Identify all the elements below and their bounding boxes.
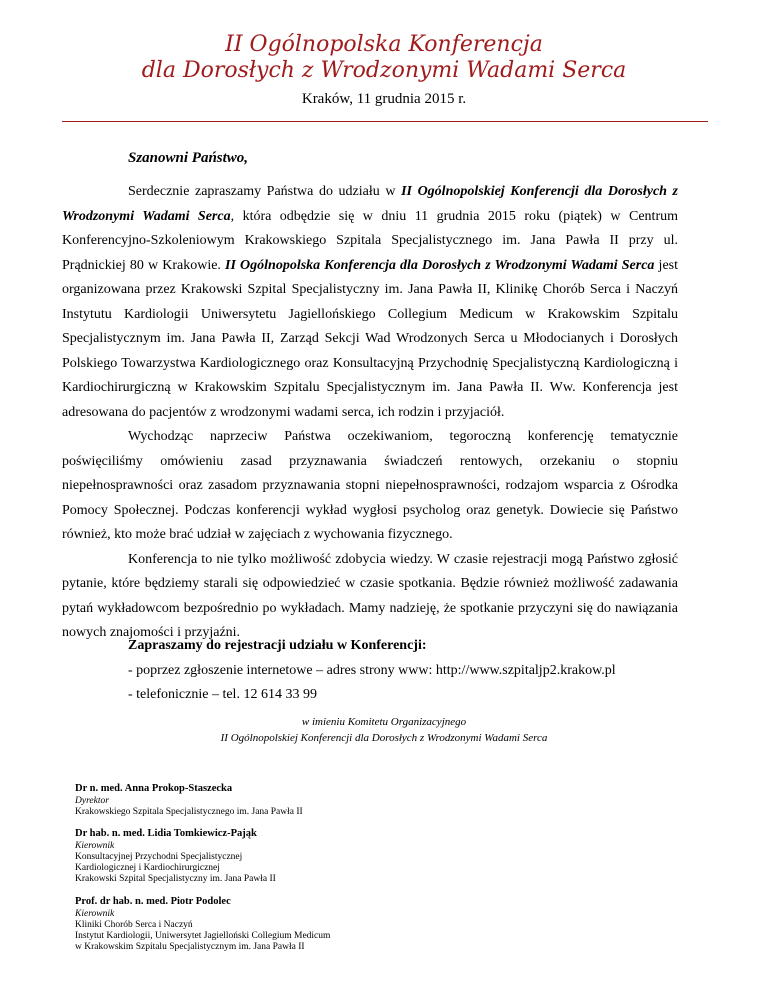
paragraph-invitation	[62, 180, 678, 425]
paragraph-benefits: Konferencja to nie tylko możliwość zdobycia wiedzy. W czasie rejestracji mogą Państwo zgłosić pytanie, które będziemy starali się odpowiedzieć w czasie spotkania. Będzie również możliwość zadawania pytań wykładowcom bezpośrednio po wykładach. Mamy nadzieję, że spotkanie przyczyni się do nawiązania nowych znajomości i przyjaźni.	[62, 551, 678, 640]
p1-text-e: jest organizowana przez Krakowski Szpital Specjalistyczny im. Jana Pawła II, Klinikę Chorób Serca i Naczyń Instytutu Kardiologii Uniwersytetu Jagiellońskiego Collegium Medicum w Krakowskim Szpitalu Specjalistycznym im. Jana Pawła II, Zarząd Sekcji Wad Wrodzonych Serca u Młodocianych i Dorosłych Polskiego Towarzystwa Kardiologicznego oraz Konsultacyjną Przychodnię Specjalistyczną Kardiologiczną i Kardiochirurgiczną w Krakowskim Szpitalu Specjalistycznym im. Jana Pawła II. Ww. Konferencja jest adresowana do pacjentów z wrodzonymi wadami serca, ich rodzin i przyjaciół.	[62, 257, 678, 420]
signatory-affiliation: Krakowskiego Szpitala Specjalistycznego im. Jana Pawła II	[75, 807, 303, 817]
signatory-affiliation: Kardiologicznej i Kardiochirurgicznej	[75, 863, 220, 873]
greeting: Szanowni Państwo,	[128, 150, 249, 166]
signatory	[75, 828, 276, 885]
signatory-affiliation: Instytut Kardiologii, Uniwersytet Jagielloński Collegium Medicum	[75, 931, 331, 941]
p1-text-a: Serdecznie zapraszamy Państwa do udziału w	[128, 184, 402, 199]
signatory-name: Prof. dr hab. n. med. Piotr Podolec	[75, 896, 231, 907]
paragraph-topics: Wychodząc naprzeciw Państwa oczekiwaniom, tegoroczną konferencję tematycznie poświęciliśmy omówieniu zasad przyznawania świadczeń rentowych, orzekaniu o stopniu niepełnosprawności oraz zasadom przyznawania stopni niepełnosprawności, rodzajom wsparcia z Ośrodka Pomocy Społecznej. Podczas konferencji wykład wygłosi psycholog oraz genetyk. Dowiecie się Państwo również, kto może brać udział w zajęciach z wychowania fizycznego.	[62, 429, 678, 542]
p1-conference-name-2: II Ogólnopolska Konferencja dla Dorosłych z Wrodzonymi Wadami Serca	[225, 257, 655, 273]
signatory-affiliation: Kliniki Chorób Serca i Naczyń	[75, 920, 193, 930]
conference-title-line2: dla Dorosłych z Wrodzonymi Wadami Serca	[141, 58, 627, 83]
signatory-name: Dr n. med. Anna Prokop-Staszecka	[75, 783, 233, 794]
registration-heading: Zapraszamy do rejestracji udziału w Konferencji:	[128, 638, 427, 653]
p1-text-c: , która odbędzie się w dniu 11 grudnia 2015 roku (piątek) w Centrum Konferencyjno-Szkoleniowym Krakowskiego Szpitala Specjalistycznego im. Jana Pawła II przy ul. Prądnickiej 80 w Krakowie.	[62, 208, 678, 273]
registration-block	[128, 634, 616, 708]
signatory-affiliation: Konsultacyjnej Przychodni Specjalistycznej	[75, 852, 243, 862]
signatory-role: Kierownik	[75, 909, 115, 919]
committee-line1: w imieniu Komitetu Organizacyjnego	[301, 716, 467, 728]
committee-line2: II Ogólnopolskiej Konferencji dla Dorosłych z Wrodzonymi Wadami Serca	[220, 732, 548, 744]
signatory-name: Dr hab. n. med. Lidia Tomkiewicz-Pająk	[75, 828, 257, 839]
signatory	[75, 783, 303, 818]
dateline: Kraków, 11 grudnia 2015 r.	[301, 91, 467, 107]
signatory-role: Dyrektor	[75, 796, 109, 806]
signatory-role: Kierownik	[75, 841, 115, 851]
registration-phone: - telefonicznie – tel. 12 614 33 99	[128, 687, 317, 702]
signatory	[75, 896, 330, 953]
registration-online: - poprzez zgłoszenie internetowe – adres strony www: http://www.szpitaljp2.krakow.pl	[128, 662, 616, 678]
p1-conference-name: II Ogólnopolskiej Konferencji dla Dorosłych z Wrodzonymi Wadami Serca	[62, 184, 678, 224]
signatory-affiliation: w Krakowskim Szpitalu Specjalistycznym im. Jana Pawła II	[75, 942, 305, 952]
letter-body	[62, 180, 678, 646]
signatory-affiliation: Krakowski Szpital Specjalistyczny im. Jana Pawła II	[75, 874, 276, 884]
header-divider	[62, 121, 708, 122]
committee-signoff	[0, 714, 768, 746]
conference-title-line1: II Ogólnopolska Konferencja	[225, 32, 543, 57]
